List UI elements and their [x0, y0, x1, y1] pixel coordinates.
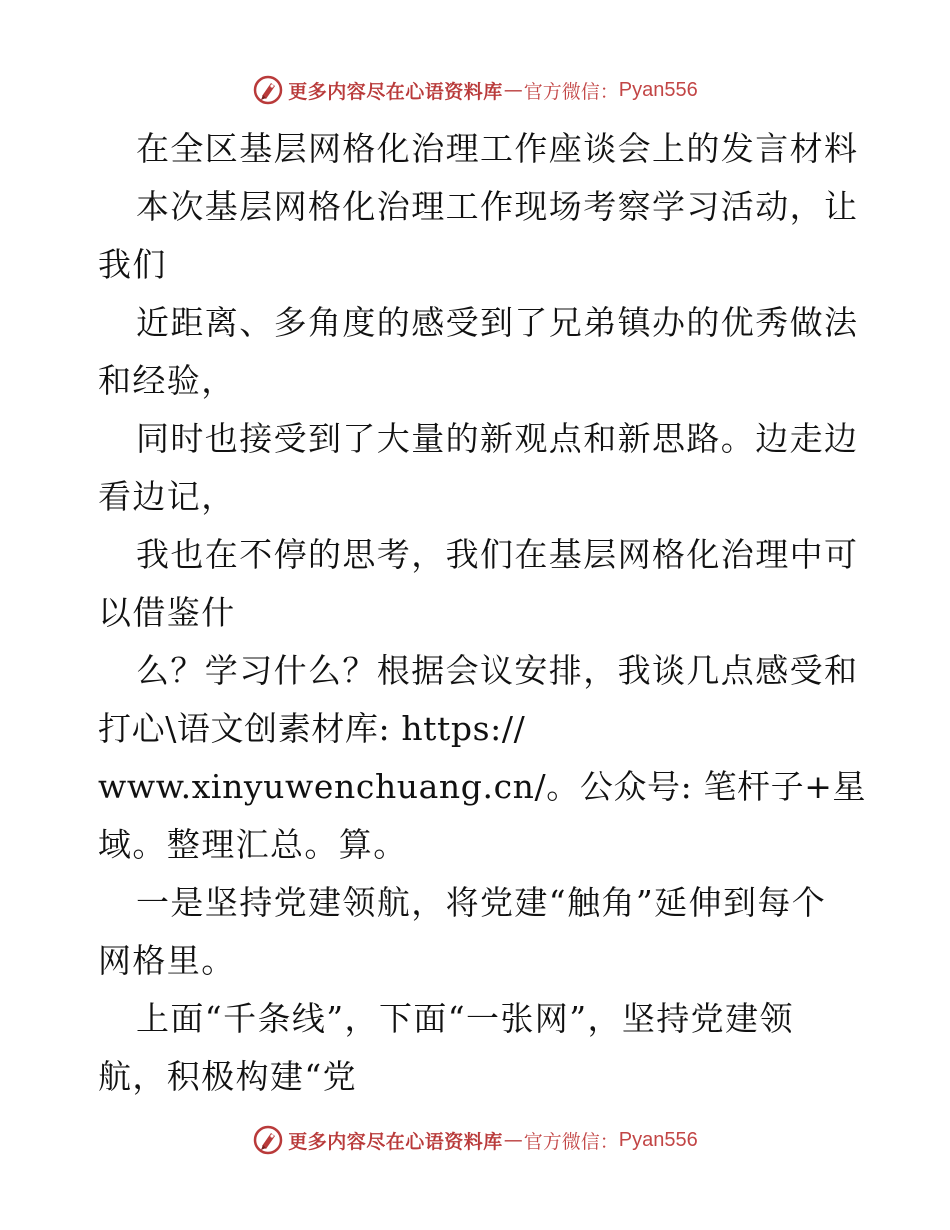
banner-wechat-id: Pyan556	[618, 1128, 698, 1151]
text-line: 我们	[98, 245, 167, 284]
text-line: 网格里。	[98, 941, 236, 980]
pen-nib-logo-icon	[252, 1124, 284, 1156]
text-line: 上面“千条线”，下面“一张网”，坚持党建领	[136, 999, 794, 1038]
text-line: 本次基层网格化治理工作现场考察学习活动，让	[136, 187, 859, 226]
banner-wechat-label: 官方微信：	[523, 1130, 619, 1153]
banner-wechat-label: 官方微信：	[523, 80, 619, 103]
text-line: 和经验，	[98, 361, 236, 400]
banner-dash: —	[503, 79, 523, 101]
document-title-line: 在全区基层网格化治理工作座谈会上的发言材料	[136, 129, 859, 168]
text-line: 打心\语文创素材库: https://	[98, 709, 526, 748]
text-line: 么？学习什么？根据会议安排，我谈几点感受和	[136, 651, 859, 690]
banner-site-text: 更多内容尽在心语资料库	[288, 80, 503, 103]
text-line: 域。整理汇总。算。	[98, 825, 408, 864]
pen-nib-logo-icon	[252, 74, 284, 106]
text-line: www.xinyuwenchuang.cn/。公众号: 笔杆子+星	[98, 767, 867, 806]
text-line: 同时也接受到了大量的新观点和新思路。边走边	[136, 419, 859, 458]
banner-dash: —	[503, 1129, 523, 1151]
document-body	[98, 120, 867, 1106]
text-line: 以借鉴什	[98, 593, 236, 632]
banner-wechat-id: Pyan556	[618, 78, 698, 101]
text-line: 航，积极构建“党	[98, 1057, 358, 1096]
text-line: 近距离、多角度的感受到了兄弟镇办的优秀做法	[136, 303, 859, 342]
text-line: 看边记，	[98, 477, 236, 516]
footer-watermark-banner	[0, 1120, 950, 1160]
header-watermark-banner	[0, 70, 950, 110]
banner-site-text: 更多内容尽在心语资料库	[288, 1130, 503, 1153]
text-line: 我也在不停的思考，我们在基层网格化治理中可	[136, 535, 859, 574]
text-line: 一是坚持党建领航，将党建“触角”延伸到每个	[136, 883, 827, 922]
